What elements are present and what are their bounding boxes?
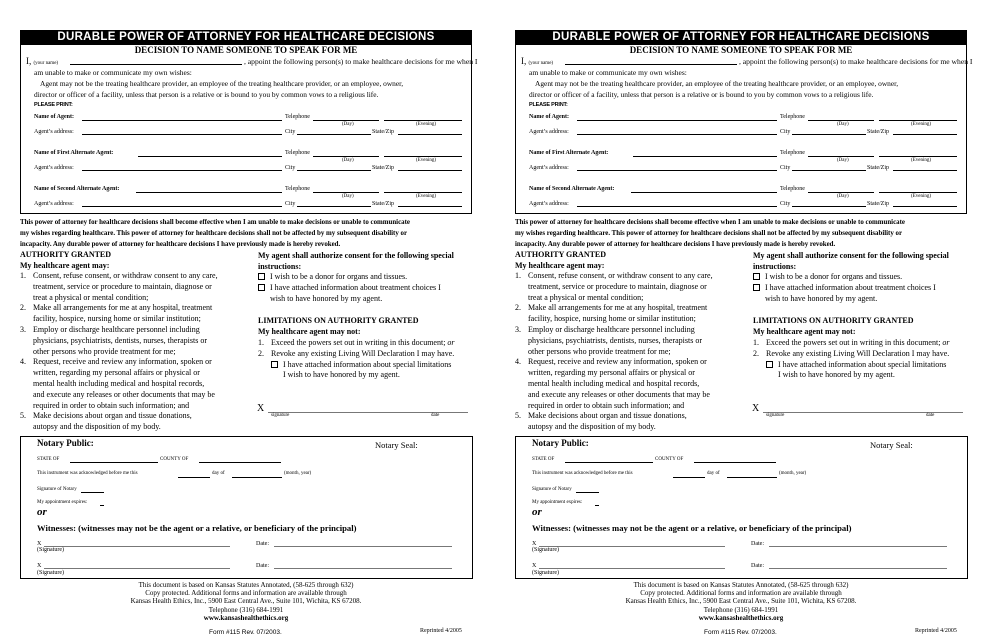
alt2-address-label: Agent’s address: — [529, 201, 569, 207]
footer-line: Copy protected. Additional forms and information are available through — [145, 589, 347, 598]
authority-item-line: physicians, psychiatrists, dentists, nurses, therapists or — [528, 335, 702, 345]
footer-line: Copy protected. Additional forms and information are available through — [640, 589, 842, 598]
agent-statezip-field[interactable] — [398, 134, 462, 135]
witness2-signature-label: (Signature) — [532, 570, 559, 576]
notary-month-year-label: (month, year) — [284, 471, 312, 476]
alt2-evening-label: (Evening) — [416, 194, 436, 199]
your-name-label: (your name) — [528, 61, 554, 66]
effective-paragraph — [515, 217, 905, 250]
consent-item-text: I wish to be a donor for organs and tissues. — [765, 272, 903, 281]
footer-line: This document is based on Kansas Statutes Annotated, (58-625 through 632) — [138, 581, 354, 589]
consent-item — [753, 272, 936, 283]
form-number: Form #115 Rev. 07/2003. — [704, 629, 777, 636]
notary-month-year-label: (month, year) — [779, 471, 807, 476]
notary-seal: Notary Seal: — [375, 440, 418, 450]
your-name-field[interactable] — [565, 64, 737, 65]
alt2-city-field[interactable] — [792, 206, 866, 207]
authority-item-line: treat a physical or mental condition; — [33, 292, 149, 302]
consent-item-text: I have attached information about treatment choices I — [765, 282, 936, 292]
limitations-item: 1. Exceed the powers set out in writing in this document; or — [753, 338, 950, 347]
intro-line1: , appoint the following person(s) to make healthcare decisions for me when I — [244, 57, 478, 66]
agent-address-label: Agent’s address: — [529, 129, 569, 135]
limitations-item-text: Revoke any existing Living Will Declaration I may have. — [271, 348, 455, 358]
authority-item-line: Make decisions about organ and tissue donations, — [528, 411, 687, 421]
alt1-city-label: City — [285, 165, 296, 171]
limitations-subitem — [753, 360, 950, 371]
notary-dayof-label: day of — [707, 471, 720, 476]
alt2-name-field[interactable] — [631, 192, 777, 193]
alt2-evening-label: (Evening) — [911, 194, 931, 199]
agent-name-field[interactable] — [82, 120, 282, 121]
notary-expires-label: My appointment expires: — [37, 500, 88, 505]
authority-item-line: Consent, refuse consent, or withdraw consent to any care, — [528, 271, 713, 280]
donor-checkbox[interactable] — [753, 273, 760, 280]
authority-item — [20, 303, 218, 325]
notary-county-field[interactable] — [199, 462, 281, 463]
form-number: Form #115 Rev. 07/2003. — [209, 629, 282, 636]
agent-phone-evening-field[interactable] — [384, 120, 462, 121]
agent-city-field[interactable] — [297, 134, 371, 135]
alt1-name-label: Name of First Alternate Agent: — [34, 150, 114, 156]
limitations-item-text: Revoke any existing Living Will Declaration I may have. — [766, 348, 950, 358]
authority-item-number: 1. — [20, 271, 26, 280]
consent-item-text: I have attached information about treatment choices I — [270, 282, 441, 292]
reprinted-date: Reprinted 4/2005 — [420, 628, 462, 634]
authority-item — [515, 411, 713, 433]
authority-item-line: written, regarding my personal affairs or physical or — [528, 368, 695, 378]
authority-item-line: Make decisions about organ and tissue donations, — [33, 411, 192, 421]
signature-x: X — [257, 403, 265, 414]
authority-item-line: facility, hospice, nursing home or similar institution; — [33, 314, 201, 324]
agent-telephone-label: Telephone — [285, 114, 310, 120]
alt1-day-label: (Day) — [837, 158, 849, 163]
special-limitations-checkbox[interactable] — [766, 361, 773, 368]
authority-item-line: Employ or discharge healthcare personnel including — [528, 324, 695, 334]
intro-i: I, — [26, 56, 32, 66]
intro-line2: am unable to make or communicate my own wishes: — [529, 68, 687, 77]
authority-item-line: Employ or discharge healthcare personnel including — [33, 324, 200, 334]
signature-date-label: date — [926, 413, 935, 418]
witness1-x: X — [37, 541, 42, 547]
reprinted-date: Reprinted 4/2005 — [915, 628, 957, 634]
authority-item-line: treat a physical or mental condition; — [528, 292, 644, 302]
alt2-day-label: (Day) — [837, 194, 849, 199]
authority-item-line: mental health including medical and hospital records, — [528, 378, 700, 388]
consent-heading-line: instructions: — [258, 262, 302, 271]
agent-address-label: Agent’s address: — [34, 129, 74, 135]
agent-statezip-field[interactable] — [893, 134, 957, 135]
footer-line: Kansas Health Ethics, Inc., 5900 East Central Ave., Suite 101, Wichita, KS 67208. — [625, 597, 857, 606]
alt1-day-label: (Day) — [342, 158, 354, 163]
intro-line3: Agent may not be the treating healthcare provider, an employee of the treating healthcare provider, or an employee, owner, — [535, 79, 899, 88]
agent-phone-day-field[interactable] — [808, 120, 874, 121]
notary-expires-field[interactable] — [100, 505, 104, 506]
authority-item — [20, 271, 218, 303]
limitations-or: or — [447, 338, 455, 347]
alt2-address-field[interactable] — [577, 206, 777, 207]
authority-sub: My healthcare agent may: — [515, 261, 605, 270]
form-page-right — [495, 0, 990, 640]
form-title: DURABLE POWER OF ATTORNEY FOR HEALTHCARE DECISIONS — [20, 30, 472, 44]
effective-line: my wishes regarding healthcare. This power of attorney for healthcare decisions shall not be affected by my subsequent disability or — [515, 230, 903, 237]
consent-item — [753, 283, 936, 294]
authority-item-line: Consent, refuse consent, or withdraw consent to any care, — [33, 271, 218, 280]
footer-line: This document is based on Kansas Statutes Annotated, (58-625 through 632) — [633, 581, 849, 589]
footer-line: Telephone (316) 684-1991 — [208, 605, 284, 614]
alt1-address-label: Agent’s address: — [529, 165, 569, 171]
limitations-sub-text: I have attached information about special limitations — [283, 359, 452, 369]
authority-item — [515, 271, 713, 303]
authority-item-line: treatment, service or procedure to maintain, diagnose or — [33, 281, 212, 291]
authority-item-line: Request, receive and review any information, spoken or — [33, 357, 212, 367]
consent-heading-line: My agent shall authorize consent for the following special — [258, 251, 454, 260]
notary-expires-label: My appointment expires: — [532, 500, 583, 505]
notary-state-label: STATE OF — [37, 457, 60, 462]
authority-item-line: mental health including medical and hospital records, — [33, 378, 205, 388]
authority-item-line: facility, hospice, nursing home or similar institution; — [528, 314, 696, 324]
agent-day-label: (Day) — [342, 122, 354, 127]
signature-label: signature — [271, 413, 290, 418]
agent-telephone-label: Telephone — [780, 114, 805, 120]
notary-box — [20, 436, 473, 579]
authority-item-line: required in order to obtain such information; and — [33, 400, 190, 410]
alt1-statezip-field[interactable] — [893, 170, 957, 171]
witness2-date-field[interactable] — [769, 568, 947, 569]
or-divider: or — [532, 506, 542, 518]
alt2-phone-day-field[interactable] — [313, 192, 379, 193]
effective-line: incapacity. Any durable power of attorney for healthcare decisions I have previously made is hereby revoked. — [515, 241, 836, 248]
alt1-phone-evening-field[interactable] — [879, 156, 957, 157]
authority-item-line: autopsy and the disposition of my body. — [528, 422, 656, 432]
notary-day-field[interactable] — [673, 477, 705, 478]
alt2-city-label: City — [780, 201, 791, 207]
form-subtitle: DECISION TO NAME SOMEONE TO SPEAK FOR ME — [629, 45, 853, 55]
consent-heading — [753, 250, 949, 272]
authority-item-number: 4. — [515, 357, 521, 367]
alt2-name-label: Name of Second Alternate Agent: — [529, 186, 615, 192]
consent-heading-line: My agent shall authorize consent for the following special — [753, 251, 949, 260]
alt2-statezip-field[interactable] — [398, 206, 462, 207]
consent-item-text: I wish to be a donor for organs and tissues. — [270, 272, 408, 281]
alt1-city-field[interactable] — [297, 170, 371, 171]
witness1-date-field[interactable] — [769, 546, 947, 547]
agent-city-label: City — [285, 129, 296, 135]
authority-item — [20, 411, 218, 433]
witnesses-heading: Witnesses: (witnesses may not be the agent or a relative, or beneficiary of the principal) — [532, 523, 852, 533]
limitations-list — [753, 338, 950, 381]
alt2-statezip-field[interactable] — [893, 206, 957, 207]
alt2-telephone-label: Telephone — [285, 186, 310, 192]
alt1-telephone-label: Telephone — [285, 150, 310, 156]
alt2-address-field[interactable] — [82, 206, 282, 207]
limitations-item-text: Exceed the powers set out in writing in this document; — [271, 338, 446, 347]
witness1-signature-label: (Signature) — [532, 547, 559, 553]
witness1-date-field[interactable] — [274, 546, 452, 547]
alt2-statezip-label: State/Zip — [372, 201, 394, 207]
authority-item-number: 5. — [515, 411, 521, 421]
alt1-telephone-label: Telephone — [780, 150, 805, 156]
footer — [20, 581, 472, 622]
witnesses-heading: Witnesses: (witnesses may not be the agent or a relative, or beneficiary of the principal) — [37, 523, 357, 533]
authority-list — [20, 271, 218, 433]
consent-item-text: wish to have honored by my agent. — [270, 293, 383, 303]
authority-sub: My healthcare agent may: — [20, 261, 110, 270]
alt1-name-field[interactable] — [138, 156, 282, 157]
witness2-x: X — [532, 563, 537, 569]
alt2-day-label: (Day) — [342, 194, 354, 199]
authority-item-line: other persons who provide treatment for me; — [528, 346, 671, 356]
form-title: DURABLE POWER OF ATTORNEY FOR HEALTHCARE DECISIONS — [515, 30, 967, 44]
agent-name-label: Name of Agent: — [529, 114, 569, 120]
special-limitations-checkbox[interactable] — [271, 361, 278, 368]
your-name-label: (your name) — [33, 61, 59, 66]
signature-date-label: date — [431, 413, 440, 418]
authority-item — [20, 357, 218, 411]
limitations-item: 2. Revoke any existing Living Will Declaration I may have. — [258, 348, 455, 358]
agent-statezip-label: State/Zip — [867, 129, 889, 135]
alt1-phone-day-field[interactable] — [808, 156, 874, 157]
authority-item-line: physicians, psychiatrists, dentists, nurses, therapists or — [33, 335, 207, 345]
witness2-x: X — [37, 563, 42, 569]
witness1-signature-field[interactable] — [539, 546, 725, 547]
alt1-city-label: City — [780, 165, 791, 171]
limitations-list — [258, 338, 455, 381]
consent-item-text: wish to have honored by my agent. — [765, 293, 878, 303]
footer-website[interactable]: www.kansashealthethics.org — [698, 613, 784, 622]
intro-line4: director or officer of a facility, unless that person is a relative or is bound to you by common vows to a religious life. — [34, 90, 379, 99]
or-divider: or — [37, 506, 47, 518]
alt2-address-label: Agent’s address: — [34, 201, 74, 207]
agent-day-label: (Day) — [837, 122, 849, 127]
donor-checkbox[interactable] — [258, 273, 265, 280]
intro-line2: am unable to make or communicate my own wishes: — [34, 68, 192, 77]
alt1-evening-label: (Evening) — [911, 158, 931, 163]
alt1-address-field[interactable] — [577, 170, 777, 171]
intro-i: I, — [521, 56, 527, 66]
limitations-sub-text: I wish to have honored by my agent. — [778, 370, 895, 380]
signature-x: X — [752, 403, 760, 414]
authority-item-number: 1. — [515, 271, 521, 280]
notary-title: Notary Public: — [37, 438, 94, 448]
alt1-evening-label: (Evening) — [416, 158, 436, 163]
notary-day-field[interactable] — [178, 477, 210, 478]
authority-item-line: other persons who provide treatment for me; — [33, 346, 176, 356]
authority-item-line: and execute any releases or other documents that may be — [33, 389, 215, 399]
alt1-statezip-label: State/Zip — [867, 165, 889, 171]
treatment-info-checkbox[interactable] — [753, 284, 760, 291]
limitations-or: or — [942, 338, 950, 347]
notary-signature-label: Signature of Notary — [532, 487, 572, 492]
agent-address-field[interactable] — [577, 134, 777, 135]
your-name-field[interactable] — [70, 64, 242, 65]
authority-item — [515, 325, 713, 357]
alt1-address-field[interactable] — [82, 170, 282, 171]
witness1-x: X — [532, 541, 537, 547]
authority-item-number: 2. — [515, 303, 521, 313]
authority-item-line: and execute any releases or other documents that may be — [528, 389, 710, 399]
notary-ack-label: This instrument was acknowledged before me this — [37, 471, 138, 476]
consent-list — [753, 272, 936, 304]
authority-item-number: 3. — [20, 324, 26, 334]
agent-statezip-label: State/Zip — [372, 129, 394, 135]
notary-state-label: STATE OF — [532, 457, 555, 462]
notary-county-field[interactable] — [694, 462, 776, 463]
agent-city-label: City — [780, 129, 791, 135]
footer-website[interactable]: www.kansashealthethics.org — [203, 613, 289, 622]
notary-seal: Notary Seal: — [870, 440, 913, 450]
notary-title: Notary Public: — [532, 438, 589, 448]
witness1-signature-label: (Signature) — [37, 547, 64, 553]
alt2-phone-day-field[interactable] — [808, 192, 874, 193]
alt2-name-label: Name of Second Alternate Agent: — [34, 186, 120, 192]
notary-county-label: COUNTY OF — [160, 457, 189, 462]
witness2-signature-field[interactable] — [44, 568, 230, 569]
alt2-phone-evening-field[interactable] — [879, 192, 957, 193]
intro-line1: , appoint the following person(s) to make healthcare decisions for me when I — [739, 57, 973, 66]
limitations-heading: LIMITATIONS ON AUTHORITY GRANTED — [258, 316, 419, 325]
notary-signature-field[interactable] — [576, 492, 599, 493]
limitations-sub: My healthcare agent may not: — [753, 327, 856, 336]
notary-month-field[interactable] — [727, 477, 777, 478]
authority-item-line: Request, receive and review any information, spoken or — [528, 357, 707, 367]
authority-item-number: 2. — [20, 303, 26, 313]
authority-item-line: required in order to obtain such information; and — [528, 400, 685, 410]
please-print: PLEASE PRINT: — [529, 102, 568, 108]
alt1-phone-day-field[interactable] — [313, 156, 379, 157]
agent-city-field[interactable] — [792, 134, 866, 135]
alt2-name-field[interactable] — [136, 192, 282, 193]
alt2-telephone-label: Telephone — [780, 186, 805, 192]
treatment-info-checkbox[interactable] — [258, 284, 265, 291]
alt2-city-label: City — [285, 201, 296, 207]
notary-signature-field[interactable] — [81, 492, 104, 493]
intro-line4: director or officer of a facility, unless that person is a relative or is bound to you by common vows to a religious life. — [529, 90, 874, 99]
limitations-heading: LIMITATIONS ON AUTHORITY GRANTED — [753, 316, 914, 325]
witness1-date-label: Date: — [751, 541, 764, 547]
authority-item-number: 5. — [20, 411, 26, 421]
effective-paragraph — [20, 217, 410, 250]
limitations-sub-text: I wish to have honored by my agent. — [283, 370, 400, 380]
consent-list — [258, 272, 441, 304]
alt1-statezip-field[interactable] — [398, 170, 462, 171]
notary-state-field[interactable] — [70, 462, 158, 463]
notary-box — [515, 436, 968, 579]
footer-line: Telephone (316) 684-1991 — [703, 605, 779, 614]
consent-heading — [258, 250, 454, 272]
signature-label: signature — [766, 413, 785, 418]
limitations-item: 2. Revoke any existing Living Will Declaration I may have. — [753, 348, 950, 358]
limitations-sub: My healthcare agent may not: — [258, 327, 361, 336]
authority-item — [515, 357, 713, 411]
alt1-name-field[interactable] — [633, 156, 777, 157]
effective-line: This power of attorney for healthcare decisions shall become effective when I am unable to make decisions or unable to communicate — [515, 219, 905, 226]
notary-month-field[interactable] — [232, 477, 282, 478]
witness2-signature-label: (Signature) — [37, 570, 64, 576]
alt1-address-label: Agent’s address: — [34, 165, 74, 171]
notary-dayof-label: day of — [212, 471, 225, 476]
witness2-signature-field[interactable] — [539, 568, 725, 569]
authority-item — [20, 325, 218, 357]
effective-line: incapacity. Any durable power of attorney for healthcare decisions I have previously made is hereby revoked. — [20, 241, 341, 248]
consent-item — [258, 283, 441, 294]
witness2-date-field[interactable] — [274, 568, 452, 569]
authority-item-line: Make all arrangements for me at any hospital, treatment — [33, 303, 213, 313]
alt2-phone-evening-field[interactable] — [384, 192, 462, 193]
notary-signature-label: Signature of Notary — [37, 487, 77, 492]
alt1-name-label: Name of First Alternate Agent: — [529, 150, 609, 156]
consent-heading-line: instructions: — [753, 262, 797, 271]
authority-item-line: autopsy and the disposition of my body. — [33, 422, 161, 432]
agent-phone-day-field[interactable] — [313, 120, 379, 121]
authority-item-number: 4. — [20, 357, 26, 367]
intro-line3: Agent may not be the treating healthcare provider, an employee of the treating healthcare provider, or an employee, owner, — [40, 79, 404, 88]
limitations-item: 1. Exceed the powers set out in writing in this document; or — [258, 338, 455, 347]
authority-item-number: 3. — [515, 324, 521, 334]
alt1-city-field[interactable] — [792, 170, 866, 171]
effective-line: This power of attorney for healthcare decisions shall become effective when I am unable to make decisions or unable to communicate — [20, 219, 410, 226]
authority-item — [515, 303, 713, 325]
effective-line: my wishes regarding healthcare. This power of attorney for healthcare decisions shall not be affected by my subsequent disability or — [20, 230, 408, 237]
agent-evening-label: (Evening) — [416, 122, 436, 127]
authority-heading: AUTHORITY GRANTED — [20, 250, 112, 259]
footer — [515, 581, 967, 622]
limitations-item-text: Exceed the powers set out in writing in this document; — [766, 338, 941, 347]
notary-expires-field[interactable] — [595, 505, 599, 506]
alt1-phone-evening-field[interactable] — [384, 156, 462, 157]
agent-address-field[interactable] — [82, 134, 282, 135]
alt1-statezip-label: State/Zip — [372, 165, 394, 171]
witness2-date-label: Date: — [751, 563, 764, 569]
witness1-signature-field[interactable] — [44, 546, 230, 547]
authority-item-line: treatment, service or procedure to maintain, diagnose or — [528, 281, 707, 291]
notary-ack-label: This instrument was acknowledged before me this — [532, 471, 633, 476]
alt2-statezip-label: State/Zip — [867, 201, 889, 207]
authority-list — [515, 271, 713, 433]
form-subtitle: DECISION TO NAME SOMEONE TO SPEAK FOR ME — [134, 45, 358, 55]
notary-state-field[interactable] — [565, 462, 653, 463]
please-print: PLEASE PRINT: — [34, 102, 73, 108]
authority-item-line: written, regarding my personal affairs or physical or — [33, 368, 200, 378]
authority-item-line: Make all arrangements for me at any hospital, treatment — [528, 303, 708, 313]
consent-item — [258, 272, 441, 283]
witness1-date-label: Date: — [256, 541, 269, 547]
alt2-city-field[interactable] — [297, 206, 371, 207]
agent-phone-evening-field[interactable] — [879, 120, 957, 121]
authority-heading: AUTHORITY GRANTED — [515, 250, 607, 259]
notary-county-label: COUNTY OF — [655, 457, 684, 462]
agent-name-field[interactable] — [577, 120, 777, 121]
limitations-subitem — [258, 360, 455, 371]
agent-name-label: Name of Agent: — [34, 114, 74, 120]
witness2-date-label: Date: — [256, 563, 269, 569]
limitations-sub-text: I have attached information about special limitations — [778, 359, 947, 369]
agent-evening-label: (Evening) — [911, 122, 931, 127]
footer-line: Kansas Health Ethics, Inc., 5900 East Central Ave., Suite 101, Wichita, KS 67208. — [130, 597, 362, 606]
